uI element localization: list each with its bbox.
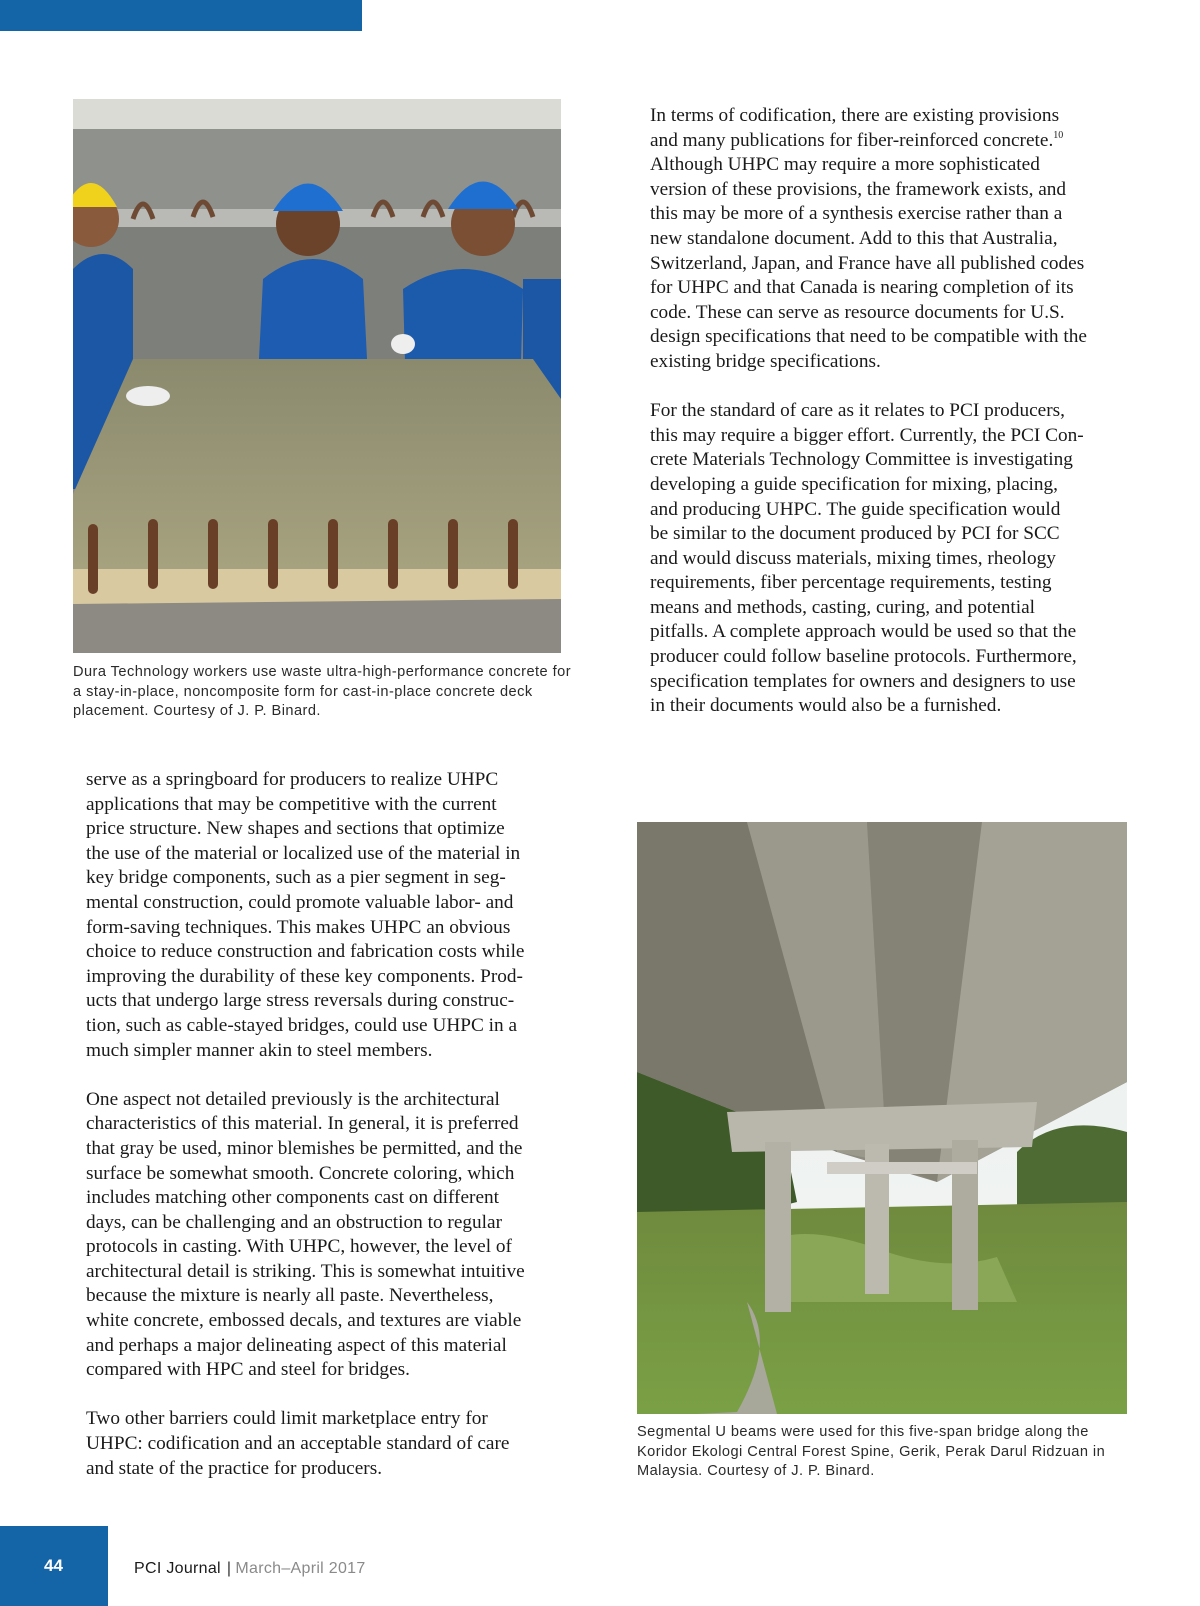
figure1-caption: Dura Technology workers use waste ultra-high-performance concrete for a stay-in-place, noncomposite form for cast-in-place concrete deck placement. Courtesy of J. P. Binard. [73,664,571,719]
footer-journal-info [134,1560,366,1578]
page-number: 44 [44,1556,63,1575]
figure2-caption: Segmental U beams were used for this five-span bridge along the Koridor Ekologi Central Forest Spine, Gerik, Perak Darul Ridzuan in Malaysia. Courtesy of J. P. Binard. [637,1424,1106,1479]
left-column-text [86,768,566,1481]
footer-separator: | [226,1560,232,1577]
page-number-box [0,1526,108,1606]
paragraph: One aspect not detailed previously is the architectural characteristics of this material. In general, it is preferred that gray be used, minor blemishes be permitted, and the surface be somewhat smooth. Concrete coloring, which includes matching other components cast on different days, can be challenging and an obstruction to regular protocols in casting. With UHPC, however, the level of architectural detail is striking. This is somewhat intuitive because the mixture is nearly all paste. Nevertheless, white concrete, embossed decals, and textures are viable and perhaps a major delineating aspect of this material compared with HPC and steel for bridges. [86,1088,525,1381]
issue-date: March–April 2017 [235,1560,366,1577]
paragraph: serve as a springboard for producers to realize UHPC applications that may be competitive with the current price structure. New shapes and sections that optimize the use of the material or localized use of the material in key bridge components, such as a pier segment in seg- mental construction, could promote valuable labor- and form-saving techniques. This makes UHPC an obvious choice to reduce construction and fabrication costs while improving the durability of these key components. Prod- ucts that undergo large stress reversals during construc- tion, such as cable-stayed bridges, could use UHPC in a much simpler manner akin to steel members. [86,769,525,1061]
reference-marker: 10 [1053,129,1064,141]
journal-name: PCI Journal [134,1560,221,1577]
paragraph: In terms of codification, there are existing provisions and many publications for fiber-reinforced concrete.$^{10}$ Although UHPC may require a more sophisticated version of these provisions, the framework exists, and this may be more of a synthesis exercise rather than a new standalone document. Add to this that Australia, Switzerland, Japan, and France have all published codes for UHPC and that Canada is nearing completion of its code. These can serve as resource documents for U.S. design specifications that need to be compatible with the existing bridge specifications. [650,105,1087,372]
photo-workers-uhpc-form [73,99,561,653]
right-column-text [650,104,1140,719]
paragraph: For the standard of care as it relates to PCI producers, this may require a bigger effort. Currently, the PCI Con- crete Materials Technology Committee is investigating developing a guide specification for mixing, placing, and producing UHPC. The guide specification would be similar to the document produced by PCI for SCC and would discuss materials, mixing times, rheology requirements, fiber percentage requirements, testing means and methods, casting, curing, and potential pitfalls. A complete approach would be used so that the producer could follow baseline protocols. Furthermore, specification templates for owners and designers to use in their documents would also be a furnished. [650,400,1084,717]
photo-segmental-u-beam-bridge [637,822,1127,1414]
header-accent-bar [0,0,362,31]
paragraph: Two other barriers could limit marketplace entry for UHPC: codification and an acceptable standard of care and state of the practice for producers. [86,1408,510,1479]
